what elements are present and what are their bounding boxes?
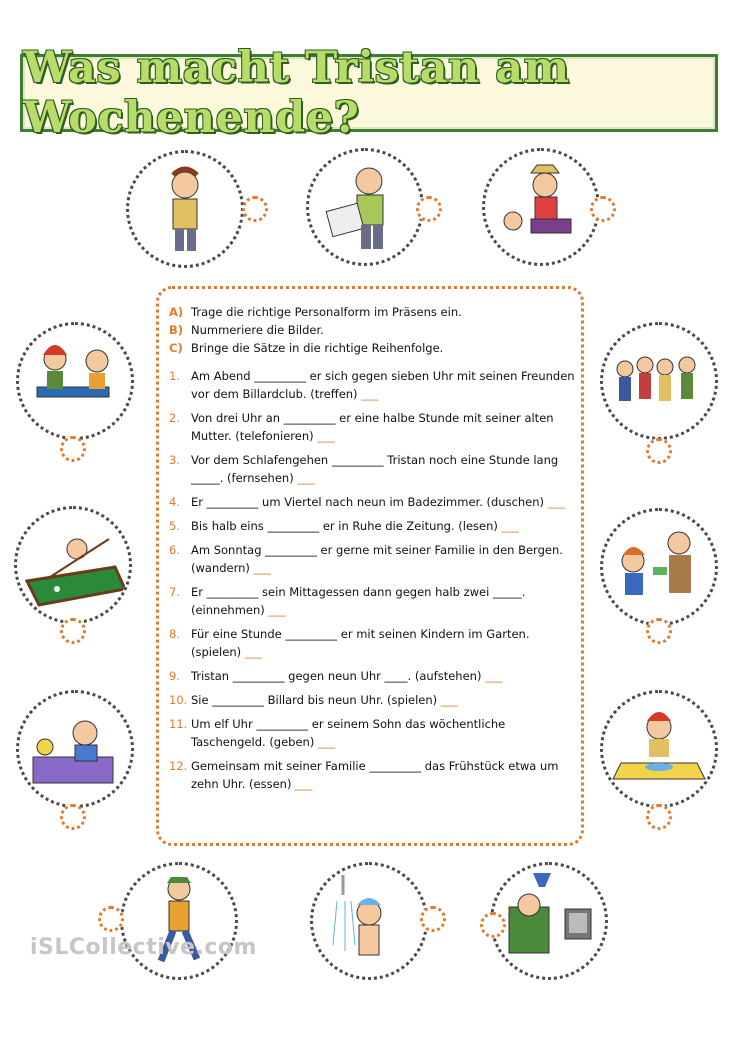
- item-text: Sie _________ Billard bis neun Uhr. (spielen): [191, 693, 438, 707]
- item-number: 3.: [169, 453, 180, 467]
- instruction-text: Bringe die Sätze in die richtige Reihenfolge.: [191, 341, 444, 355]
- list-item: [169, 451, 579, 487]
- list-item: [169, 757, 579, 793]
- instruction-row: [169, 339, 462, 357]
- item-text: Er _________ um Viertel nach neun im Badezimmer. (duschen): [191, 495, 545, 509]
- item-text: Tristan _________ gegen neun Uhr ____. (aufstehen): [191, 669, 482, 683]
- instruction-letter: C): [169, 341, 183, 355]
- list-item: [169, 541, 579, 577]
- watermark: iSLCollective.com: [30, 935, 257, 960]
- sentence-list: [169, 367, 579, 799]
- picture-billiards: [14, 506, 132, 624]
- item-text: Von drei Uhr an _________ er eine halbe Stunde mit seiner alten Mutter. (telefonieren): [191, 411, 554, 443]
- answer-blank[interactable]: ___: [440, 693, 459, 707]
- instruction-text: Trage die richtige Personalform im Präsens ein.: [191, 305, 462, 319]
- answer-blank[interactable]: ___: [547, 495, 565, 509]
- number-circle[interactable]: [646, 438, 672, 464]
- instruction-letter: B): [169, 323, 184, 337]
- exercise-box: [156, 286, 584, 846]
- number-circle[interactable]: [60, 804, 86, 830]
- item-text: Um elf Uhr _________ er seinem Sohn das wöchentliche Taschengeld. (geben): [191, 717, 506, 749]
- answer-blank[interactable]: ___: [501, 519, 519, 533]
- number-circle[interactable]: [420, 906, 446, 932]
- list-item: [169, 667, 579, 685]
- instruction-text: Nummeriere die Bilder.: [191, 323, 324, 337]
- list-item: [169, 493, 579, 511]
- picture-walking-man: [120, 862, 238, 980]
- answer-blank[interactable]: ___: [297, 471, 315, 485]
- item-number: 2.: [169, 411, 180, 425]
- list-item: [169, 691, 579, 709]
- picture-group-hiking: [600, 322, 718, 440]
- number-circle[interactable]: [590, 196, 616, 222]
- instruction-row: [169, 321, 462, 339]
- list-item: [169, 517, 579, 535]
- item-text: Bis halb eins _________ er in Ruhe die Zeitung. (lesen): [191, 519, 498, 533]
- list-item: [169, 367, 579, 403]
- item-number: 9.: [169, 669, 180, 683]
- picture-waking-up: [16, 690, 134, 808]
- item-number: 4.: [169, 495, 180, 509]
- list-item: [169, 625, 579, 661]
- item-number: 10.: [169, 693, 188, 707]
- item-text: Vor dem Schlafengehen _________ Tristan noch eine Stunde lang _____. (fernsehen): [191, 453, 559, 485]
- item-text: Für eine Stunde _________ er mit seinen Kindern im Garten. (spielen): [191, 627, 530, 659]
- number-circle[interactable]: [98, 906, 124, 932]
- item-text: Er _________ sein Mittagessen dann gegen halb zwei _____. (einnehmen): [191, 585, 526, 617]
- picture-nervous-man: [126, 150, 244, 268]
- picture-couple-at-table: [16, 322, 134, 440]
- item-number: 8.: [169, 627, 180, 641]
- answer-blank[interactable]: ___: [317, 735, 336, 749]
- picture-kids-playing: [482, 148, 600, 266]
- answer-blank[interactable]: ___: [268, 603, 286, 617]
- list-item: [169, 409, 579, 445]
- number-circle[interactable]: [480, 912, 506, 938]
- answer-blank[interactable]: ___: [317, 429, 335, 443]
- number-circle[interactable]: [242, 196, 268, 222]
- number-circle[interactable]: [416, 196, 442, 222]
- picture-watching-tv: [490, 862, 608, 980]
- item-number: 1.: [169, 369, 180, 383]
- instruction-row: [169, 303, 462, 321]
- number-circle[interactable]: [60, 436, 86, 462]
- answer-blank[interactable]: ___: [485, 669, 503, 683]
- answer-blank[interactable]: ___: [361, 387, 379, 401]
- answer-blank[interactable]: ___: [253, 561, 271, 575]
- list-item: [169, 583, 579, 619]
- worksheet-title: Was macht Tristan am Wochenende?: [23, 43, 570, 143]
- item-text: Am Sonntag _________ er gerne mit seiner Familie in den Bergen. (wandern): [191, 543, 563, 575]
- item-number: 12.: [169, 759, 188, 773]
- answer-blank[interactable]: ___: [295, 777, 313, 791]
- list-item: [169, 715, 579, 751]
- item-text: Am Abend _________ er sich gegen sieben Uhr mit seinen Freunden vor dem Billardclub. (treffen): [191, 369, 575, 401]
- picture-shower: [310, 862, 428, 980]
- answer-blank[interactable]: ___: [244, 645, 262, 659]
- item-number: 7.: [169, 585, 180, 599]
- picture-pocket-money: [600, 508, 718, 626]
- item-number: 6.: [169, 543, 180, 557]
- item-number: 11.: [169, 717, 188, 731]
- instructions: [169, 303, 462, 357]
- number-circle[interactable]: [646, 804, 672, 830]
- picture-newspaper-reader: [306, 148, 424, 266]
- title-banner: [20, 43, 718, 143]
- instruction-letter: A): [169, 305, 184, 319]
- item-number: 5.: [169, 519, 180, 533]
- picture-lunch: [600, 690, 718, 808]
- number-circle[interactable]: [60, 618, 86, 644]
- number-circle[interactable]: [646, 618, 672, 644]
- item-text: Gemeinsam mit seiner Familie _________ das Frühstück etwa um zehn Uhr. (essen): [191, 759, 559, 791]
